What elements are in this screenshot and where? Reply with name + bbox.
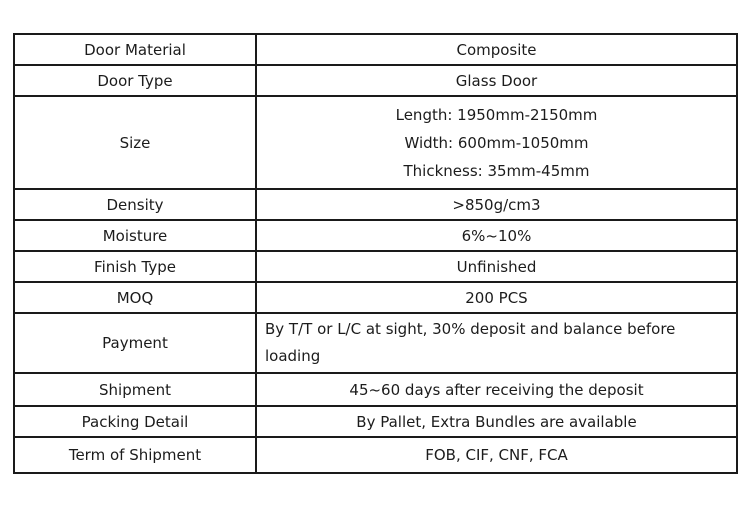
spec-table-body (14, 34, 737, 473)
spec-label-finish-type: Finish Type (14, 251, 256, 282)
spec-label-door-material: Door Material (14, 34, 256, 65)
product-specification-table (13, 33, 738, 474)
spec-value-density: >850g/cm3 (256, 189, 737, 220)
table-row-size (14, 96, 737, 189)
table-row-density (14, 189, 737, 220)
spec-label-door-type: Door Type (14, 65, 256, 96)
spec-value-door-type: Glass Door (256, 65, 737, 96)
table-row-payment (14, 313, 737, 373)
spec-value-size (256, 96, 737, 189)
spec-value-finish-type: Unfinished (256, 251, 737, 282)
spec-value-packing-detail: By Pallet, Extra Bundles are available (256, 406, 737, 437)
spec-value-moisture: 6%~10% (256, 220, 737, 251)
spec-label-density: Density (14, 189, 256, 220)
table-row-finish-type (14, 251, 737, 282)
spec-label-packing-detail: Packing Detail (14, 406, 256, 437)
spec-label-shipment: Shipment (14, 373, 256, 406)
spec-label-payment: Payment (14, 313, 256, 373)
table-row-packing-detail (14, 406, 737, 437)
table-row-term-of-shipment (14, 437, 737, 473)
spec-value-term-of-shipment: FOB, CIF, CNF, FCA (256, 437, 737, 473)
spec-value-door-material: Composite (256, 34, 737, 65)
table-row-moq (14, 282, 737, 313)
size-length-line: Length: 1950mm-2150mm (395, 105, 598, 124)
spec-value-shipment: 45~60 days after receiving the deposit (256, 373, 737, 406)
spec-label-term-of-shipment: Term of Shipment (14, 437, 256, 473)
spec-value-moq: 200 PCS (256, 282, 737, 313)
size-thickness-line: Thickness: 35mm-45mm (403, 161, 590, 180)
table-row-shipment (14, 373, 737, 406)
table-row-moisture (14, 220, 737, 251)
spec-value-payment: By T/T or L/C at sight, 30% deposit and balance before loading (256, 313, 737, 373)
table-row-door-type (14, 65, 737, 96)
spec-label-size: Size (14, 96, 256, 189)
size-width-line: Width: 600mm-1050mm (404, 133, 589, 152)
spec-label-moisture: Moisture (14, 220, 256, 251)
spec-label-moq: MOQ (14, 282, 256, 313)
table-row-door-material (14, 34, 737, 65)
